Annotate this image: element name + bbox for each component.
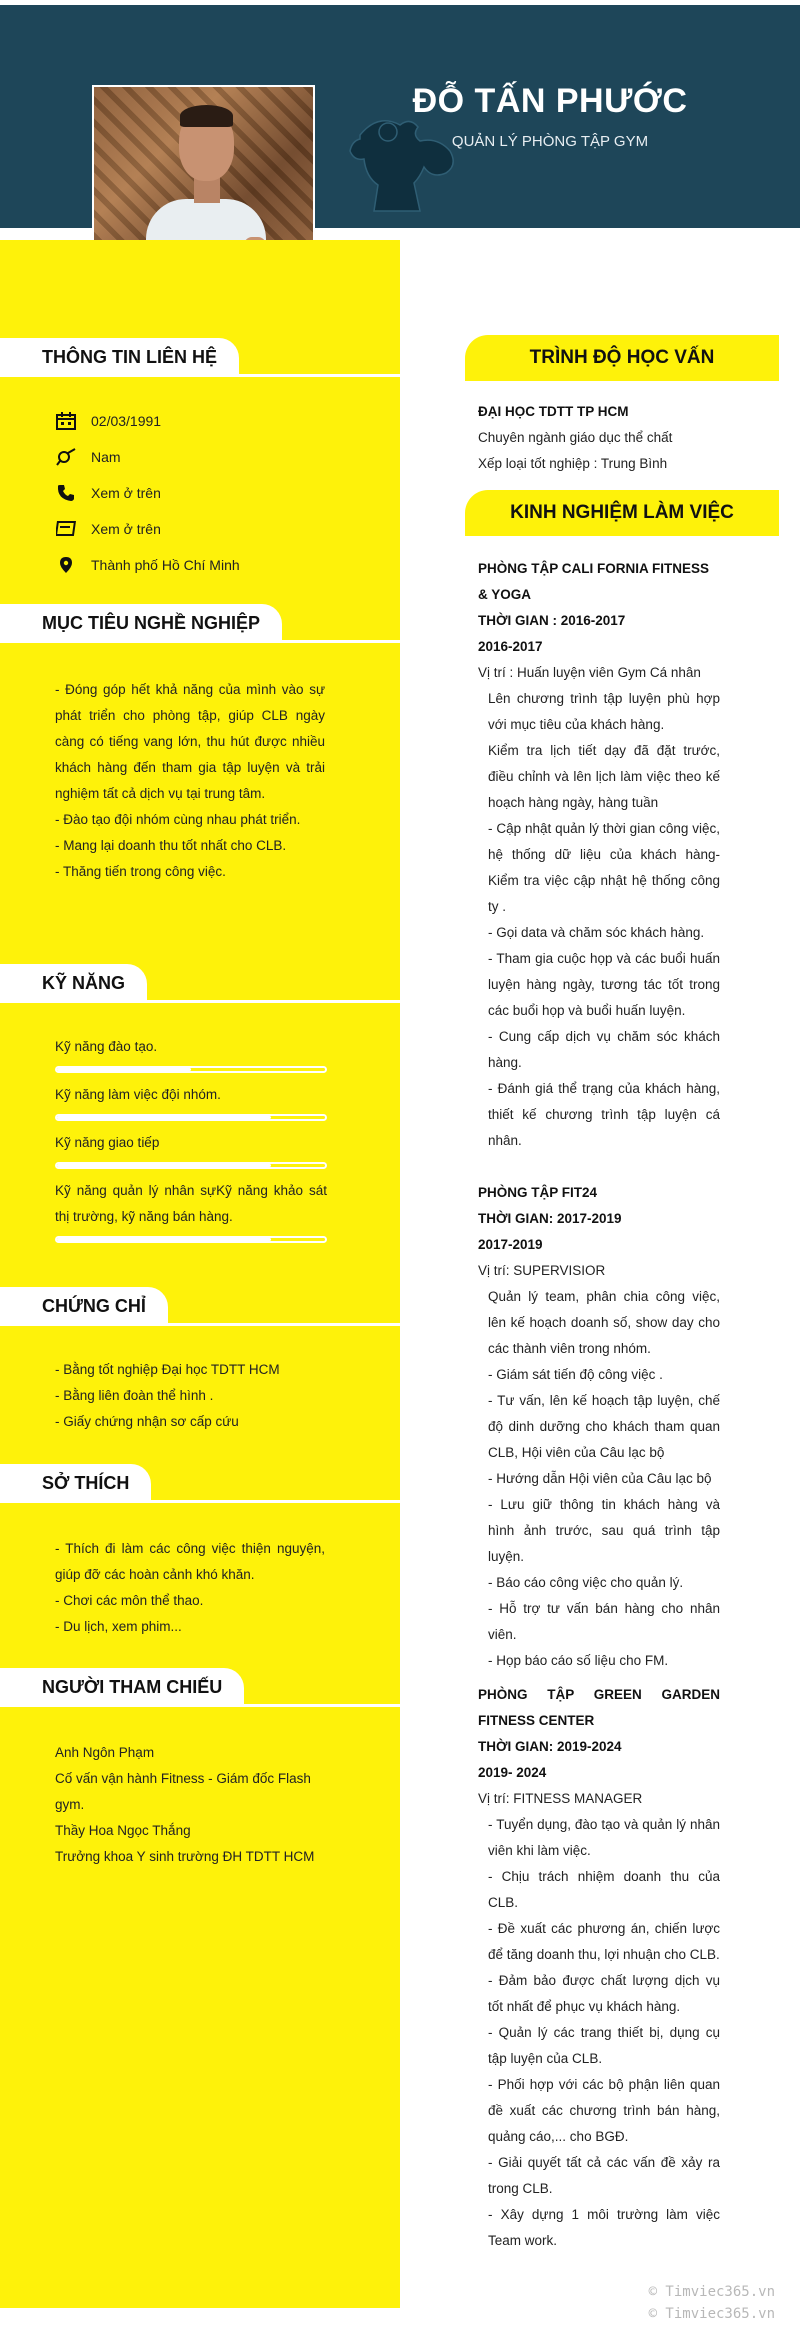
job-company: PHÒNG TẬP FIT24 bbox=[478, 1185, 598, 1200]
divider bbox=[0, 1704, 400, 1707]
skill-bar bbox=[55, 1236, 327, 1243]
job-task: - Xây dựng 1 môi trường làm việc Team work. bbox=[488, 2207, 720, 2248]
education-grade: Xếp loại tốt nghiệp : Trung Bình bbox=[478, 456, 668, 471]
job-years: 2016-2017 bbox=[478, 639, 543, 654]
job-time: THỜI GIAN: 2017-2019 bbox=[478, 1211, 622, 1226]
job-time: THỜI GIAN: 2019-2024 bbox=[478, 1739, 622, 1754]
skills-section-title: KỸ NĂNG bbox=[20, 964, 147, 1002]
skill-bar-fill bbox=[57, 1068, 191, 1071]
bodybuilder-silhouette-icon bbox=[330, 110, 460, 230]
candidate-name: ĐỖ TẤN PHƯỚC bbox=[412, 82, 688, 120]
job-task: - Tham gia cuộc họp và các buổi huấn luyện hàng ngày, tương tác tốt trong các buổi họp và buổi huấn luyện. bbox=[488, 951, 720, 1018]
skill-item bbox=[55, 1034, 327, 1073]
email-icon bbox=[55, 520, 77, 538]
hobby-item: - Thích đi làm các công việc thiện nguyện, giúp đỡ các hoàn cảnh khó khăn. bbox=[55, 1541, 325, 1582]
objective-line: - Đào tạo đội nhóm cùng nhau phát triển. bbox=[55, 812, 301, 827]
job-task: Kiểm tra lịch tiết dạy đã đặt trước, điều chỉnh và lên lịch làm việc theo kế hoạch hàng ngày, hàng tuần bbox=[488, 743, 720, 810]
skill-bar-fill bbox=[57, 1238, 271, 1241]
job-task: - Lưu giữ thông tin khách hàng và hình ảnh trước, sau quá trình tập luyện. bbox=[488, 1497, 720, 1564]
birthday-value: 02/03/1991 bbox=[91, 413, 162, 429]
phone-icon bbox=[55, 484, 77, 502]
divider bbox=[0, 1500, 400, 1503]
skill-item bbox=[55, 1082, 327, 1121]
contact-address bbox=[55, 556, 240, 574]
job-task: - Hướng dẫn Hội viên của Câu lạc bộ bbox=[488, 1471, 712, 1486]
experience-section-title: KINH NGHIỆM LÀM VIỆC bbox=[465, 490, 779, 536]
education-school: ĐẠI HỌC TDTT TP HCM bbox=[478, 404, 629, 419]
job-task: - Phối hợp với các bộ phận liên quan đề xuất các chương trình bán hàng, quảng cáo,... cho BGĐ. bbox=[488, 2077, 720, 2144]
job-role: Vị trí: FITNESS MANAGER bbox=[478, 1791, 643, 1806]
watermark: © Timviec365.vn bbox=[648, 2306, 775, 2322]
gender-value: Nam bbox=[91, 449, 121, 465]
job-company: PHÒNG TẬP CALI FORNIA FITNESS & YOGA bbox=[478, 561, 710, 602]
divider bbox=[0, 1323, 400, 1326]
contact-email bbox=[55, 520, 161, 538]
hobbies-list bbox=[55, 1536, 325, 1640]
job-task: - Chịu trách nhiệm doanh thu của CLB. bbox=[488, 1869, 720, 1910]
references-list bbox=[55, 1740, 325, 1870]
phone-value: Xem ở trên bbox=[91, 485, 161, 501]
calendar-icon bbox=[55, 412, 77, 430]
skill-bar bbox=[55, 1114, 327, 1121]
skill-item bbox=[55, 1130, 327, 1169]
job-task: Lên chương trình tập luyện phù hợp với mục tiêu của khách hàng. bbox=[488, 691, 720, 732]
divider bbox=[0, 640, 400, 643]
watermark: © Timviec365.vn bbox=[648, 2284, 775, 2300]
education-section-title: TRÌNH ĐỘ HỌC VẤN bbox=[465, 335, 779, 381]
certificate-item: - Bằng liên đoàn thể hình . bbox=[55, 1388, 214, 1403]
skill-label: Kỹ năng giao tiếp bbox=[55, 1135, 160, 1150]
objective-line: - Thăng tiến trong công việc. bbox=[55, 864, 226, 879]
job-task: - Họp báo cáo số liệu cho FM. bbox=[488, 1653, 669, 1668]
certificate-item: - Bằng tốt nghiệp Đại học TDTT HCM bbox=[55, 1362, 280, 1377]
education-major: Chuyên ngành giáo dục thể chất bbox=[478, 430, 673, 445]
candidate-position: QUẢN LÝ PHÒNG TẬP GYM bbox=[451, 133, 649, 150]
reference-item: Anh Ngôn Phạm bbox=[55, 1745, 155, 1760]
job-task: - Tư vấn, lên kế hoạch tập luyện, chế độ dinh dưỡng cho khách tham quan CLB, Hội viên của Câu lạc bộ bbox=[488, 1393, 720, 1460]
education-block bbox=[478, 399, 720, 477]
skill-bar-fill bbox=[57, 1164, 271, 1167]
email-value: Xem ở trên bbox=[91, 521, 161, 537]
certificates-list bbox=[55, 1357, 325, 1435]
reference-item: Trưởng khoa Y sinh trường ĐH TDTT HCM bbox=[55, 1849, 315, 1864]
reference-item: Cố vấn vận hành Fitness - Giám đốc Flash gym. bbox=[55, 1771, 311, 1812]
skill-bar-fill bbox=[57, 1116, 271, 1119]
certificates-section-title: CHỨNG CHỈ bbox=[20, 1287, 168, 1325]
job-task: - Báo cáo công việc cho quản lý. bbox=[488, 1575, 684, 1590]
contact-birthday bbox=[55, 412, 161, 430]
objective-line: - Đóng góp hết khả năng của mình vào sự phát triển cho phòng tập, giúp CLB ngày càng có tiếng vang lớn, thu hút được nhiều khách hàng đến tham gia tập luyện và trải nghiệm tất cả dịch vụ tại trung tâm. bbox=[55, 682, 325, 801]
job-task: - Đánh giá thể trạng của khách hàng, thiết kế chương trình tập luyện cá nhân. bbox=[488, 1081, 720, 1148]
experience-item bbox=[478, 1180, 720, 1674]
job-role: Vị trí: SUPERVISIOR bbox=[478, 1263, 606, 1278]
hobbies-section-title: SỞ THÍCH bbox=[20, 1464, 151, 1502]
certificate-item: - Giấy chứng nhận sơ cấp cứu bbox=[55, 1414, 239, 1429]
job-task: - Tuyển dụng, đào tạo và quản lý nhân viên khi làm việc. bbox=[488, 1817, 720, 1858]
job-time: THỜI GIAN : 2016-2017 bbox=[478, 613, 626, 628]
job-task: - Quản lý các trang thiết bị, dụng cụ tập luyện của CLB. bbox=[488, 2025, 720, 2066]
job-task: - Đề xuất các phương án, chiến lược để tăng doanh thu, lợi nhuận cho CLB. bbox=[488, 1921, 720, 1962]
objective-section-title: MỤC TIÊU NGHỀ NGHIỆP bbox=[20, 604, 282, 642]
skill-item bbox=[55, 1178, 327, 1243]
divider bbox=[0, 374, 400, 377]
objective-text bbox=[55, 677, 325, 885]
hobby-item: - Du lịch, xem phim... bbox=[55, 1619, 182, 1634]
experience-item bbox=[478, 556, 720, 1154]
job-task: - Gọi data và chăm sóc khách hàng. bbox=[488, 925, 705, 940]
hobby-item: - Chơi các môn thể thao. bbox=[55, 1593, 204, 1608]
reference-item: Thầy Hoa Ngọc Thắng bbox=[55, 1823, 191, 1838]
job-company: PHÒNG TẬP GREEN GARDEN FITNESS CENTER bbox=[478, 1687, 720, 1728]
contact-phone bbox=[55, 484, 161, 502]
left-sidebar bbox=[0, 240, 400, 2308]
job-task: - Cập nhật quản lý thời gian công việc, hệ thống dữ liệu của khách hàng- Kiểm tra việc cập nhật hệ thống công ty . bbox=[488, 821, 720, 914]
divider bbox=[0, 1000, 400, 1003]
references-section-title: NGƯỜI THAM CHIẾU bbox=[20, 1668, 244, 1706]
skill-bar bbox=[55, 1066, 327, 1073]
objective-line: - Mang lại doanh thu tốt nhất cho CLB. bbox=[55, 838, 287, 853]
job-task: - Đảm bảo được chất lượng dịch vụ tốt nhất để phục vụ khách hàng. bbox=[488, 1973, 720, 2014]
address-value: Thành phố Hồ Chí Minh bbox=[91, 557, 240, 573]
gender-icon bbox=[55, 448, 77, 466]
experience-item bbox=[478, 1682, 720, 2254]
job-role: Vị trí : Huấn luyện viên Gym Cá nhân bbox=[478, 665, 701, 680]
location-icon bbox=[55, 556, 77, 574]
job-task: - Hỗ trợ tư vấn bán hàng cho nhân viên. bbox=[488, 1601, 720, 1642]
skill-label: Kỹ năng quản lý nhân sựKỹ năng khảo sát thị trường, kỹ năng bán hàng. bbox=[55, 1183, 327, 1224]
job-task: - Giải quyết tất cả các vấn đề xảy ra trong CLB. bbox=[488, 2155, 720, 2196]
skill-label: Kỹ năng làm việc đội nhóm. bbox=[55, 1087, 221, 1102]
job-task: - Cung cấp dịch vụ chăm sóc khách hàng. bbox=[488, 1029, 720, 1070]
job-task: - Giám sát tiến độ công việc . bbox=[488, 1367, 663, 1382]
job-years: 2019- 2024 bbox=[478, 1765, 547, 1780]
contact-gender bbox=[55, 448, 121, 466]
job-years: 2017-2019 bbox=[478, 1237, 543, 1252]
contact-section-title: THÔNG TIN LIÊN HỆ bbox=[20, 338, 239, 376]
skill-bar bbox=[55, 1162, 327, 1169]
skill-label: Kỹ năng đào tạo. bbox=[55, 1039, 158, 1054]
job-task: Quản lý team, phân chia công việc, lên kế hoạch doanh số, show day cho các thành viên trong nhóm. bbox=[488, 1289, 720, 1356]
